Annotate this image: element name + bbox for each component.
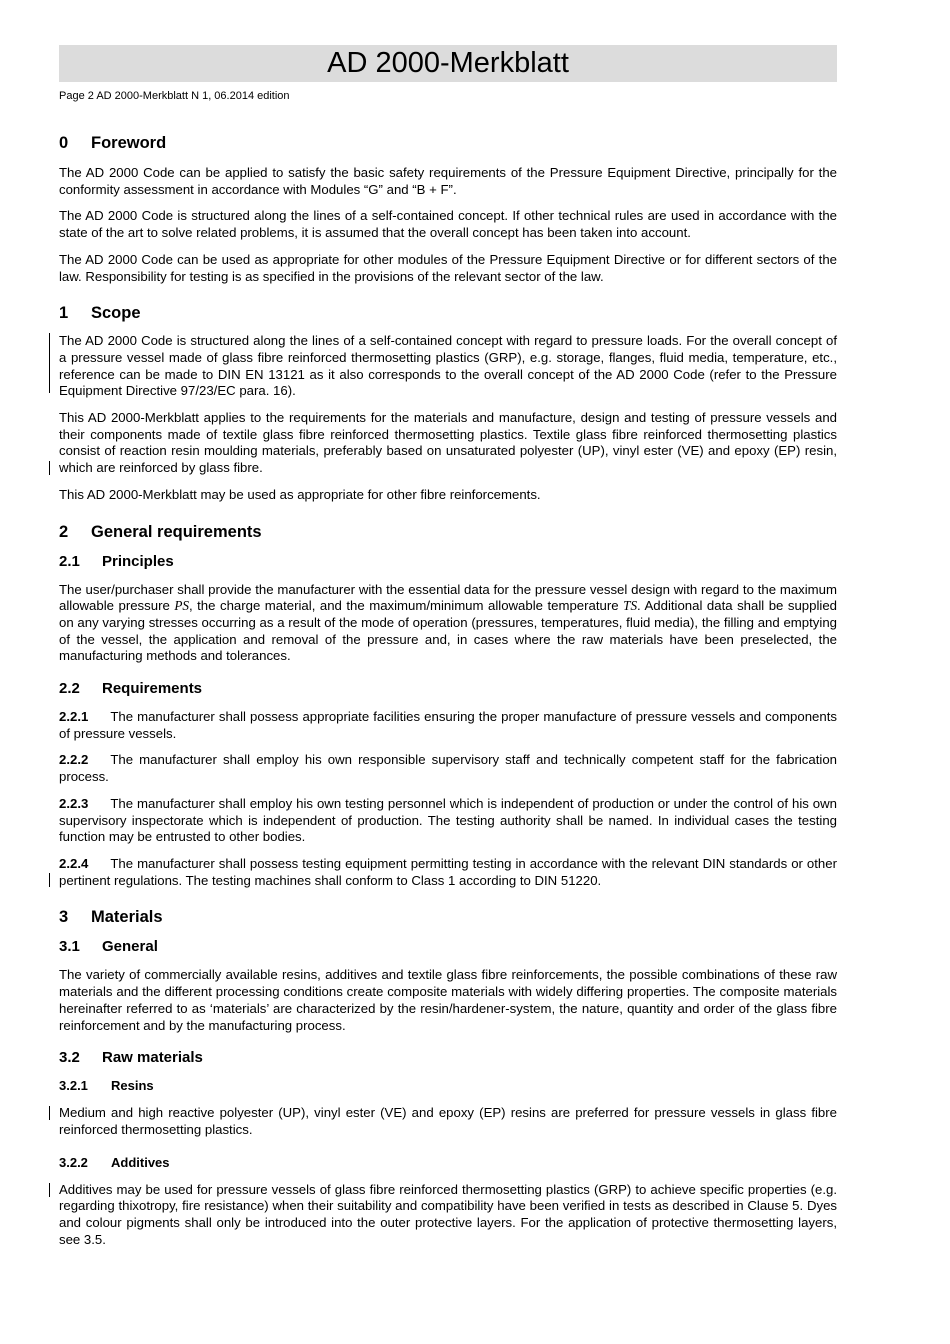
principles-paragraph: [59, 582, 837, 666]
foreword-paragraph-2: The AD 2000 Code is structured along the lines of a self-contained concept. If other technical rules are used in accordance with the state of the art to solve related problems, it is assumed that the overall concept has been taken into account.: [59, 208, 837, 241]
subsection-heading-general: [59, 938, 837, 955]
section-number: 2: [59, 522, 69, 541]
requirement-text: The manufacturer shall possess appropriate facilities ensuring the proper manufacture of pressure vessels and components of pressure vessels.: [59, 709, 837, 741]
foreword-paragraph-3: The AD 2000 Code can be used as appropriate for other modules of the Pressure Equipment Directive or for different sectors of the law. Responsibility for testing is as specified in the provisions of the relevant sector of the law.: [59, 251, 837, 284]
section-heading-materials: [59, 908, 837, 927]
subsection-title: Requirements: [102, 680, 203, 698]
subsection-heading-principles: [59, 553, 837, 570]
resins-paragraph-block: [59, 1105, 837, 1138]
scope-paragraph-2-block: [59, 410, 837, 477]
section-heading-scope: [59, 304, 837, 323]
subsubsection-title: Additives: [111, 1154, 170, 1170]
subsubsection-heading-resins: [59, 1078, 837, 1093]
requirement-text: The manufacturer shall employ his own responsible supervisory staff and technically competent staff for the fabrication process.: [59, 752, 837, 785]
scope-paragraph-3: This AD 2000-Merkblatt may be used as appropriate for other fibre reinforcements.: [59, 486, 541, 502]
symbol-ps: PS: [174, 598, 189, 614]
scope-paragraph-1-block: [59, 333, 837, 400]
subsubsection-heading-additives: [59, 1155, 837, 1170]
subsection-heading-raw-materials: [59, 1049, 837, 1066]
requirement-item: [59, 796, 837, 846]
requirement-text: The manufacturer shall possess testing equipment permitting testing in accordance with the relevant DIN standards or other pertinent regulations. The testing machines shall conform to Class 1 according to DIN 51220.: [59, 855, 837, 888]
section-number: 3: [59, 908, 69, 927]
resins-paragraph: Medium and high reactive polyester (UP), vinyl ester (VE) and epoxy (EP) resins are preferred for pressure vessels in glass fibre reinforced thermosetting plastics.: [59, 1105, 837, 1137]
subsection-title: Principles: [102, 552, 174, 570]
requirement-number: 2.2.4: [59, 855, 89, 871]
document-banner-title: AD 2000-Merkblatt: [59, 45, 837, 82]
subsubsection-number: 3.2.1: [59, 1078, 88, 1094]
section-title: Materials: [91, 908, 163, 927]
symbol-ts: TS: [623, 598, 638, 614]
materials-general-paragraph: The variety of commercially available resins, additives and textile glass fibre reinforcements, the possible combinations of these raw materials and the different processing conditions create composite materials with widely differing properties. The composite materials hereinafter referred to as ‘materials’ are characterized by the resin/hardener-system, the nature, quantity and order of the glass fibre reinforcement and by the manufacturing process.: [59, 967, 837, 1033]
subsection-number: 3.1: [59, 938, 80, 956]
subsection-number: 2.1: [59, 552, 80, 570]
requirement-item: [59, 752, 837, 785]
subsection-number: 3.2: [59, 1049, 80, 1067]
section-number: 1: [59, 304, 69, 323]
additives-paragraph-block: [59, 1182, 837, 1249]
section-title: Scope: [91, 304, 141, 323]
page-info: Page 2 AD 2000-Merkblatt N 1, 06.2014 edition: [59, 90, 290, 102]
requirement-number: 2.2.1: [59, 709, 89, 725]
scope-paragraph-2: This AD 2000-Merkblatt applies to the requirements for the materials and manufacture, design and testing of pressure vessels and their components made of textile glass fibre reinforced thermosetting plastics. Textile glass fibre reinforced thermosetting plastics consist of reaction resin moulding materials, preferably based on unsaturated polyester (UP), vinyl ester (VE) and epoxy (EP) resin, which are reinforced by glass fibre.: [59, 410, 837, 476]
subsection-number: 2.2: [59, 680, 80, 698]
requirement-item-block: [59, 856, 837, 889]
scope-paragraph-1: The AD 2000 Code is structured along the lines of a self-contained concept with regard to pressure loads. For the overall concept of a pressure vessel made of glass fibre reinforced thermosetting plastics (GRP), e.g. storage, flanges, fluid media, temperature, etc., reference can be made to DIN EN 13121 as it also corresponds to the overall concept of the AD 2000 Code (refer to the Pressure Equipment Directive 97/23/EC para. 16).: [59, 333, 837, 399]
revision-change-bar: [49, 873, 50, 887]
revision-change-bar: [49, 333, 50, 393]
principles-text-1: The user/purchaser shall provide the manufacturer with the essential data for the pressure vessel design with regard to the maximum allowable pressure: [59, 581, 837, 614]
requirement-text: The manufacturer shall employ his own testing personnel which is independent of production or under the control of his own supervisory inspectorate which is independent of production. The testing authority shall be named. In individual cases the testing function may be entrusted to other bodies.: [59, 795, 837, 845]
principles-text-2: , the charge material, and the maximum/minimum allowable temperature: [188, 598, 624, 614]
subsubsection-number: 3.2.2: [59, 1154, 88, 1170]
additives-paragraph: Additives may be used for pressure vessels of glass fibre reinforced thermosetting plastics (GRP) to achieve specific properties (e.g. regarding thixotropy, fire resistance) when their suitability and compatibility have been verified in tests as described in Clause 5. Dyes and colour pigments shall only be introduced into the outer protective layers. For the application of protective thermosetting layers, see 3.5.: [59, 1181, 837, 1247]
section-heading-foreword: [59, 134, 837, 153]
revision-change-bar: [49, 1183, 50, 1197]
requirement-number: 2.2.2: [59, 752, 89, 768]
requirement-item: [59, 709, 837, 742]
subsection-title: Raw materials: [102, 1049, 203, 1067]
subsubsection-title: Resins: [111, 1078, 154, 1094]
requirement-number: 2.2.3: [59, 795, 89, 811]
section-number: 0: [59, 134, 69, 152]
revision-change-bar: [49, 461, 50, 475]
document-page: [59, 45, 837, 1248]
section-title: General requirements: [91, 522, 262, 541]
revision-change-bar: [49, 1106, 50, 1120]
foreword-paragraph-1: The AD 2000 Code can be applied to satisfy the basic safety requirements of the Pressure Equipment Directive, principally for the conformity assessment in accordance with Modules “G” and “B + F”.: [59, 165, 837, 197]
section-heading-general-requirements: [59, 523, 837, 542]
subsection-heading-requirements: [59, 680, 837, 697]
subsection-title: General: [102, 938, 158, 956]
section-title: Foreword: [91, 134, 167, 152]
requirement-item: [59, 856, 837, 889]
principles-text-3: . Additional data shall be supplied on any varying stresses occurring as a result of the mode of operation (pressures, temperatures, fluid media), the filling and emptying of the vessel, the application and removal of the pressure and, in cases where the raw materials have been preselected, the manufacturing methods and tolerances.: [59, 598, 837, 664]
